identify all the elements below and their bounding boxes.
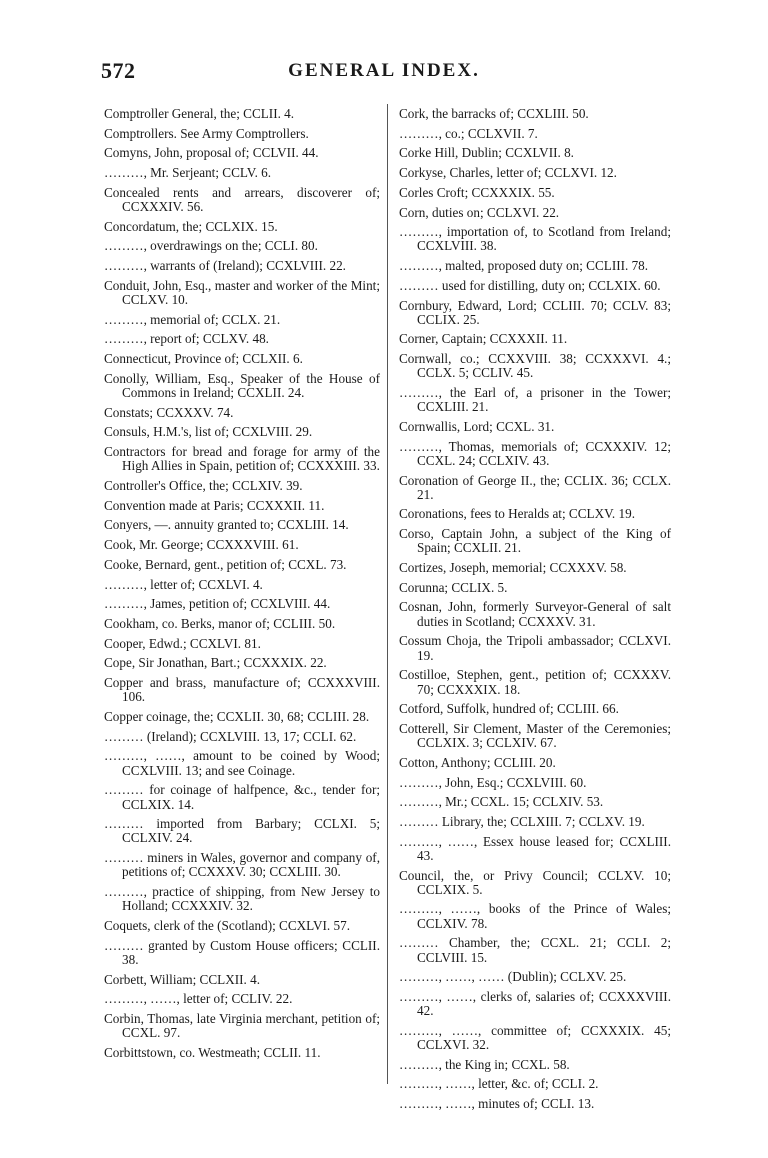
index-entry: Concealed rents and arrears, discoverer of; CCXXXIV. 56. [104,184,380,215]
index-entry: Cornbury, Edward, Lord; CCLIII. 70; CCLV. 83; CCLIX. 25. [399,297,671,327]
index-entry: ………, overdrawings on the; CCLI. 80. [104,238,318,254]
index-entry: Cornwallis, Lord; CCXL. 31. [399,418,555,434]
index-entry: ………, Mr. Serjeant; CCLV. 6. [104,165,272,181]
index-entry: Cossum Choja, the Tripoli ambassador; CCLXVI. 19. [399,633,671,663]
index-entry: Corner, Captain; CCXXXII. 11. [399,331,568,347]
index-entry: Controller's Office, the; CCLXIV. 39. [104,478,303,494]
index-entry: Copper and brass, manufacture of; CCXXXVIII. 106. [104,675,380,705]
index-entry: ………, John, Esq.; CCXLVIII. 60. [399,774,587,790]
index-entry: Corles Croft; CCXXXIX. 55. [399,184,555,200]
index-entry: ………, the Earl of, a prisoner in the Tower; CCXLIII. 21. [399,385,671,415]
index-entry: Corkyse, Charles, letter of; CCLXVI. 12. [399,165,617,181]
index-entry: ………, malted, proposed duty on; CCLIII. 78. [399,258,649,274]
index-entry: Cork, the barracks of; CCXLIII. 50. [399,106,589,121]
index-entry: ………, ……, books of the Prince of Wales; CCLXIV. 78. [399,901,671,931]
index-entry: ………, ……, …… (Dublin); CCLXV. 25. [399,969,627,985]
index-entry: Connecticut, Province of; CCLXII. 6. [104,351,303,367]
index-entry: Comptrollers. See Army Comptrollers. [104,125,309,141]
index-entry: ………, letter of; CCXLVI. 4. [104,576,263,592]
index-entry: ………, warrants of (Ireland); CCXLVIII. 22. [104,258,346,274]
index-entry: Copper coinage, the; CCXLII. 30, 68; CCLIII. 28. [104,709,370,724]
index-entry: Cotterell, Sir Clement, Master of the Ceremonies; CCLXIX. 3; CCLXIV. 67. [399,720,671,751]
index-entry: ……… imported from Barbary; CCLXI. 5; CCLXIV. 24. [104,816,380,846]
index-entry: ………, ……, Essex house leased for; CCXLIII. 43. [399,833,671,863]
index-entry: Comyns, John, proposal of; CCLVII. 44. [104,145,319,161]
index-entry: Corso, Captain John, a subject of the King of Spain; CCXLII. 21. [399,526,671,556]
index-entry: Cortizes, Joseph, memorial; CCXXXV. 58. [399,560,627,576]
index-entry: ……… miners in Wales, governor and company of, petitions of; CCXXXV. 30; CCXLIII. 30. [104,850,380,880]
index-entry: Cornwall, co.; CCXXVIII. 38; CCXXXVI. 4.; CCLX. 5; CCLIV. 45. [399,351,671,381]
index-entry: ………, the King in; CCXL. 58. [399,1056,570,1072]
index-entry: Corunna; CCLIX. 5. [399,579,508,595]
index-entry: Cook, Mr. George; CCXXXVIII. 61. [104,537,299,553]
index-entry: ………, co.; CCLXVII. 7. [399,125,538,141]
index-entry: ……… used for distilling, duty on; CCLXIX. 60. [399,277,661,293]
index-entry: Conyers, —. annuity granted to; CCXLIII. 14. [104,517,349,533]
index-entry: ………, Mr.; CCXL. 15; CCLXIV. 53. [399,794,604,810]
index-entry: ………, memorial of; CCLX. 21. [104,311,281,327]
index-entry: ………, ……, letter of; CCLIV. 22. [104,991,293,1007]
index-entry: ………, report of; CCLXV. 48. [104,331,269,347]
index-entry: Council, the, or Privy Council; CCLXV. 10; CCLXIX. 5. [399,867,671,897]
index-entry: Comptroller General, the; CCLII. 4. [104,106,295,121]
index-entry: Convention made at Paris; CCXXXII. 11. [104,497,325,513]
index-entry: ………, ……, minutes of; CCLI. 13. [399,1096,595,1112]
page-title: GENERAL INDEX. [288,60,480,81]
index-entry: Cooper, Edwd.; CCXLVI. 81. [104,635,261,651]
index-entry: Coronations, fees to Heralds at; CCLXV. 19. [399,506,636,522]
index-entry: Conduit, John, Esq., master and worker of the Mint; CCLXV. 10. [104,277,380,308]
index-column-right [399,107,671,1117]
index-entry: Costilloe, Stephen, gent., petition of; CCXXXV. 70; CCXXXIX. 18. [399,667,671,697]
index-entry: Corn, duties on; CCLXVI. 22. [399,204,560,220]
index-entry: Cooke, Bernard, gent., petition of; CCXL. 73. [104,556,347,572]
index-entry: ………, James, petition of; CCXLVIII. 44. [104,596,331,612]
index-entry: Corbittstown, co. Westmeath; CCLII. 11. [104,1044,321,1060]
index-entry: ………, practice of shipping, from New Jersey to Holland; CCXXXIV. 32. [104,884,380,914]
index-entry: ………, ……, clerks of, salaries of; CCXXXVIII. 42. [399,988,671,1019]
index-entry: Corbin, Thomas, late Virginia merchant, petition of; CCXL. 97. [104,1010,380,1041]
index-entry: ……… Library, the; CCLXIII. 7; CCLXV. 19. [399,813,645,829]
index-entry: ………, ……, amount to be coined by Wood; CCXLVIII. 13; and see Coinage. [104,748,380,778]
index-entry: Coronation of George II., the; CCLIX. 36; CCLX. 21. [399,472,671,502]
index-entry: ……… granted by Custom House officers; CCLII. 38. [104,937,380,967]
index-entry: Constats; CCXXXV. 74. [104,404,234,420]
index-entry: Cope, Sir Jonathan, Bart.; CCXXXIX. 22. [104,655,327,671]
index-entry: ……… (Ireland); CCXLVIII. 13, 17; CCLI. 62. [104,728,357,744]
index-entry: Cotford, Suffolk, hundred of; CCLIII. 66. [399,701,619,717]
column-divider [387,104,388,1084]
index-entry: Concordatum, the; CCLXIX. 15. [104,218,278,234]
index-entry: Cookham, co. Berks, manor of; CCLIII. 50. [104,615,336,631]
index-entry: ………, Thomas, memorials of; CCXXXIV. 12; CCXL. 24; CCLXIV. 43. [399,438,671,468]
index-entry: ……… for coinage of halfpence, &c., tender for; CCLXIX. 14. [104,782,380,812]
index-entry: Corbett, William; CCLXII. 4. [104,971,260,987]
index-entry: Coquets, clerk of the (Scotland); CCXLVI. 57. [104,917,351,933]
index-entry: ………, importation of, to Scotland from Ireland; CCXLVIII. 38. [399,224,671,254]
index-entry: Contractors for bread and forage for army of the High Allies in Spain, petition of; CCXXXIII. 33. [104,444,380,474]
index-entry: Cosnan, John, formerly Surveyor-General of salt duties in Scotland; CCXXXV. 31. [399,599,671,629]
page-number: 572 [101,58,136,83]
index-entry: Cotton, Anthony; CCLIII. 20. [399,754,556,770]
index-entry: Conolly, William, Esq., Speaker of the House of Commons in Ireland; CCXLII. 24. [104,370,380,401]
index-column-left [104,107,380,1066]
index-entry: Consuls, H.M.'s, list of; CCXLVIII. 29. [104,424,313,440]
index-entry: Corke Hill, Dublin; CCXLVII. 8. [399,145,574,161]
index-entry: ………, ……, letter, &c. of; CCLI. 2. [399,1076,599,1092]
index-entry: ………, ……, committee of; CCXXXIX. 45; CCLXVI. 32. [399,1022,671,1053]
index-entry: ……… Chamber, the; CCXL. 21; CCLI. 2; CCLVIII. 15. [399,935,671,965]
